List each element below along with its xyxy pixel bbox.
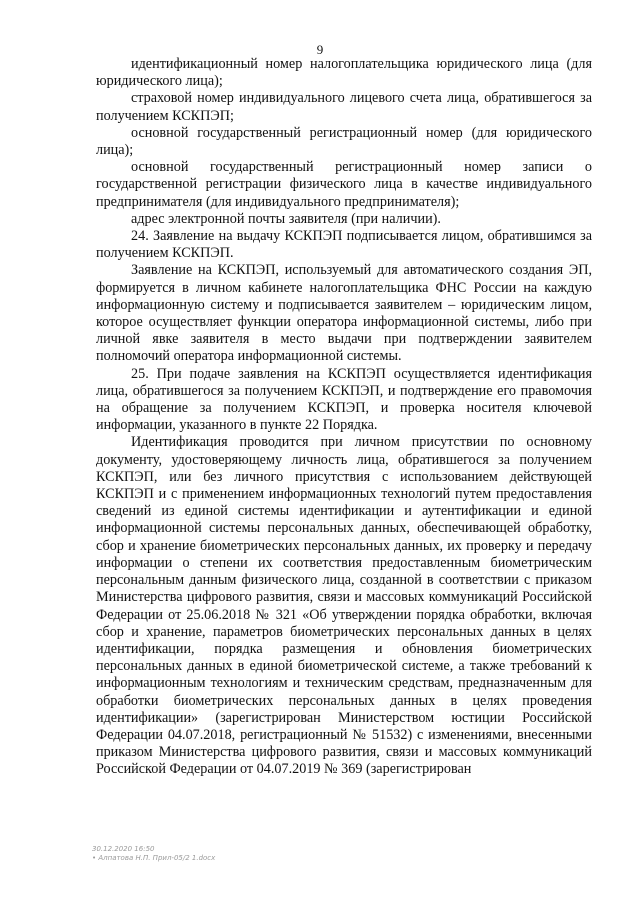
- paragraph: адрес электронной почты заявителя (при наличии).: [131, 210, 441, 227]
- print-stamp: [92, 845, 215, 863]
- paragraph: 25. При подаче заявления на КСКПЭП осуществляется идентификация лица, обратившегося за получением КСКПЭП, и подтверждение его правомочия на обращение за получением КСКПЭП, и проверка носителя ключевой информации, указанного в пункте 22 Порядка.: [96, 365, 592, 434]
- paragraph: Заявление на КСКПЭП, используемый для автоматического создания ЭП, формируется в личном кабинете налогоплательщика ФНС России на каждую информационную систему и подписывается заявителем – юридическим лицом, которое осуществляет функции оператора информационной системы, либо при личной явке заявителя в место выдачи при подтверждении заявителем полномочий оператора информационной системы.: [96, 262, 592, 365]
- paragraph: 24. Заявление на выдачу КСКПЭП подписывается лицом, обратившимся за получением КСКПЭП.: [96, 228, 592, 262]
- stamp-file: • Алпатова Н.П. Прил-05/2 1.docx: [92, 854, 216, 862]
- paragraph: идентификационный номер налогоплательщика юридического лица (для юридического лица);: [96, 56, 592, 90]
- document-body: [96, 56, 592, 779]
- paragraph: страховой номер индивидуального лицевого счета лица, обратившегося за получением КСКПЭП;: [96, 90, 592, 124]
- paragraph: основной государственный регистрационный номер (для юридического лица);: [96, 124, 592, 159]
- page-number: 9: [316, 42, 324, 57]
- stamp-date: 30.12.2020 16:50: [92, 845, 155, 853]
- paragraph: основной государственный регистрационный номер записи о государственной регистрации физического лица в качестве индивидуального предпринимателя (для индивидуального предпринимателя);: [96, 159, 592, 210]
- paragraph: Идентификация проводится при личном присутствии по основному документу, удостоверяющему личность лица, обратившегося за получением КСКПЭП, или без личного присутствия с использованием действующей КСКПЭП и с применением информационных технологий путем предоставления сведений из единой системы идентификации и аутентификации и единой информационной системы персональных данных, обеспечивающей обработку, сбор и хранение биометрических персональных данных, их проверку и передачу информации о степени их соответствия предоставленным биометрическим персональным данным физического лица, созданной в соответствии с приказом Министерства цифрового развития, связи и массовых коммуникаций Российской Федерации от 25.06.2018 № 321 «Об утверждении порядка обработки, включая сбор и хранение, параметров биометрических персональных данных в целях идентификации, порядка размещения и обновления биометрических персональных данных в единой биометрической системе, а также требований к информационным технологиям и техническим средствам, предназначенным для обработки биометрических персональных данных в целях проведения идентификации» (зарегистрирован Министерством юстиции Российской Федерации 04.07.2018, регистрационный № 51532) с изменениями, внесенными приказом Министерства цифрового развития, связи и массовых коммуникаций Российской Федерации от 04.07.2019 № 369 (зарегистрирован: [96, 434, 592, 778]
